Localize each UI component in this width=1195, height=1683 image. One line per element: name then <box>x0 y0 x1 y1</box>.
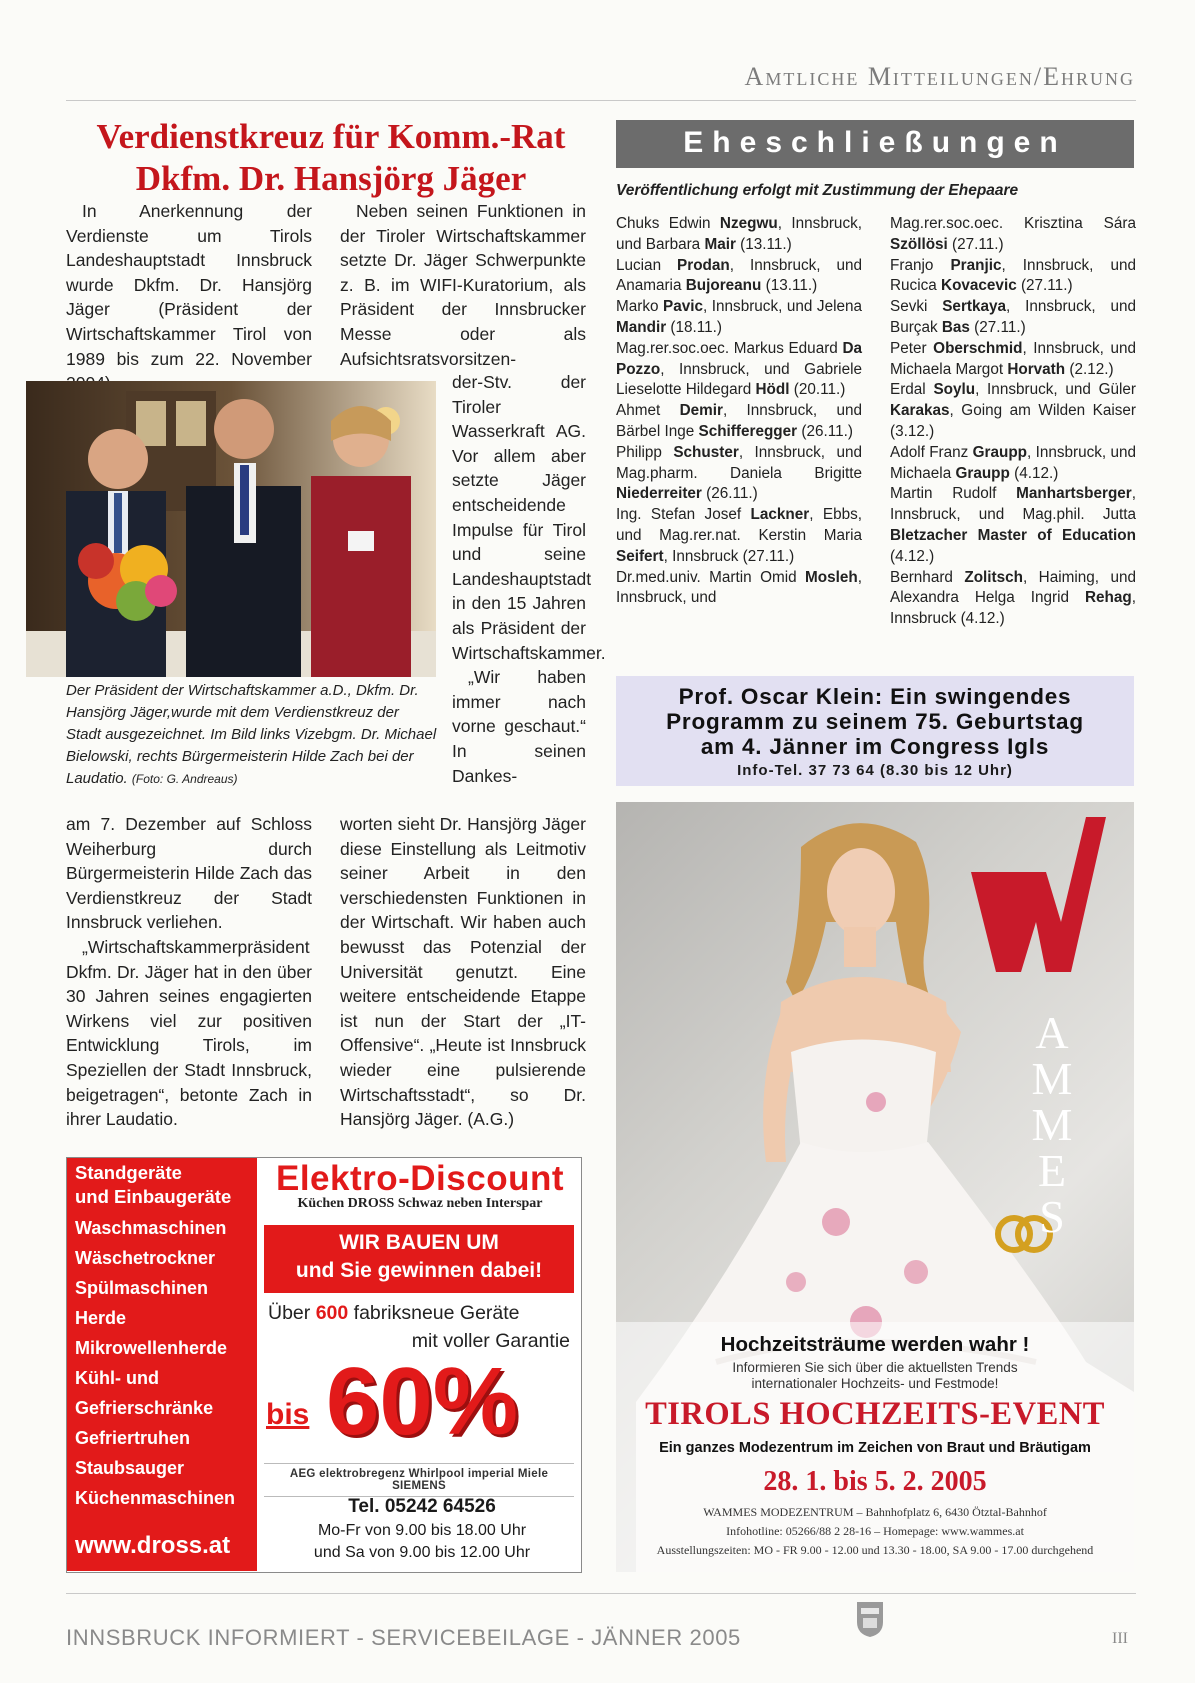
marriages-subtitle: Veröffentlichung erfolgt mit Zustimmung der Ehepaare <box>616 182 1019 199</box>
wammes-info-1: Informieren Sie sich über die aktuellsten Trends <box>732 1360 1018 1375</box>
event-notice-title <box>616 684 1134 759</box>
award-photo <box>26 381 436 677</box>
dross-title: Elektro-Discount <box>275 1159 565 1198</box>
article-column-b3 <box>340 812 586 1132</box>
article-paragraph: der-Stv. der Tiroler Wasserkraft AG. Vor allem aber setzte Jäger entscheidende Impulse für Tirol und seine Landeshauptstadt in den 15 Jahren als Präsident der Wirtschaftskammer. <box>452 372 606 663</box>
marriage-entry: Ahmet Demir, Innsbruck, und Bärbel Inge Schifferegger (26.11.) <box>616 402 862 440</box>
marriage-entry: Martin Rudolf Manhartsberger, Innsbruck, und Mag.phil. Jutta Bletzacher Master of Education (4.12.) <box>890 485 1136 565</box>
wammes-brand-letter: E <box>1037 1145 1067 1196</box>
event-notice-info: Info-Tel. 37 73 64 (8.30 bis 12 Uhr) <box>737 762 1013 779</box>
dross-subtitle: Küchen DROSS Schwaz neben Interspar <box>297 1196 543 1211</box>
wammes-address: WAMMES MODEZENTRUM – Bahnhofplatz 6, 6430 Ötztal-Bahnhof <box>703 1505 1047 1519</box>
dross-product-item: Gefriertruhen <box>75 1428 191 1448</box>
marriage-entry: Bernhard Zolitsch, Haiming, und Alexandra Helga Ingrid Rehag, Innsbruck (4.12.) <box>890 568 1136 628</box>
article-paragraph: Neben seinen Funktionen in der Tiroler Wirtschaftskammer setzte Dr. Jäger Schwerpunkte z. B. im WIFI-Kuratorium, als Präsident der Innsbrucker Messe oder als Aufsichtsratsvorsitzen- <box>340 201 586 369</box>
wammes-dates: 28. 1. bis 5. 2. 2005 <box>763 1466 987 1497</box>
dross-product-item: Wäschetrockner <box>75 1248 216 1268</box>
article-column-b2 <box>452 370 606 788</box>
dross-promo-line-1: WIR BAUEN UM <box>339 1231 499 1254</box>
wammes-info-2: internationaler Hochzeits- und Festmode! <box>751 1376 999 1391</box>
photo-credit: (Foto: G. Andreaus) <box>131 772 238 786</box>
wammes-brand-letter: M <box>1031 1099 1073 1150</box>
marriage-entry: Chuks Edwin Nzegwu, Innsbruck, und Barbara Mair (13.11.) <box>616 215 862 253</box>
dross-product-item: Mikrowellenherde <box>75 1338 228 1358</box>
dross-product-item: Spülmaschinen <box>75 1278 209 1298</box>
event-notice-line: am 4. Jänner im Congress Igls <box>700 734 1050 759</box>
article-paragraph: „Wir haben immer nach vorne geschaut.“ In seinen Dankes- <box>452 667 586 786</box>
page-number: III <box>1112 1630 1128 1647</box>
article-column-a2 <box>66 812 312 1132</box>
dross-product-item: Kühl- und <box>75 1368 159 1388</box>
dross-product-item: Staubsauger <box>75 1458 185 1478</box>
award-photo-image <box>26 381 436 677</box>
marriage-entry: Dr.med.univ. Martin Omid Mosleh, Innsbruck, und <box>616 568 862 607</box>
marriage-entry: Franjo Pranjic, Innsbruck, und Rucica Kovacevic (27.11.) <box>890 256 1136 295</box>
article-headline <box>66 116 596 200</box>
marriage-entry: Adolf Franz Graupp, Innsbruck, und Michaela Graupp (4.12.) <box>890 443 1137 482</box>
marriage-entry: Mag.rer.soc.oec. Markus Eduard Da Pozzo, Innsbruck, und Gabriele Lieselotte Hildegard Hödl (20.11.) <box>616 339 862 399</box>
article-paragraph: „Wirtschaftskammerpräsident Dkfm. Dr. Jäger hat in den über 30 Jahren seines engagierten Wirkens viel zur positiven Entwicklung Tirols, im Speziellen der Stadt Innsbruck, beigetragen“, betonte Zach in ihrer Laudatio. <box>66 936 312 1130</box>
dross-promo-line-2: und Sie gewinnen dabei! <box>295 1259 543 1282</box>
marriages-column-right <box>890 214 1136 630</box>
marriage-entry: Peter Oberschmid, Innsbruck, und Michaela Margot Horvath (2.12.) <box>890 339 1136 378</box>
marriage-entry: Mag.rer.soc.oec. Krisztina Sára Szöllösi (27.11.) <box>890 215 1136 253</box>
dross-url[interactable]: www.dross.at <box>75 1532 231 1559</box>
dross-bis-label: bis <box>266 1398 310 1431</box>
event-notice-line: Prof. Oscar Klein: Ein swingendes <box>678 684 1072 709</box>
dross-offer-post: fabriksneue Geräte <box>353 1302 520 1324</box>
dross-hours-weekday: Mo-Fr von 9.00 bis 18.00 Uhr <box>317 1522 527 1539</box>
photo-caption <box>66 680 438 790</box>
marriage-entry: Erdal Soylu, Innsbruck, und Güler Karakas, Going am Wilden Kaiser (3.12.) <box>890 381 1136 440</box>
marriage-entry: Lucian Prodan, Innsbruck, und Anamaria Bujoreanu (13.11.) <box>616 256 863 295</box>
dross-heading-2: und Einbaugeräte <box>75 1186 232 1207</box>
article-paragraph: worten sieht Dr. Hansjörg Jäger diese Einstellung als Leitmotiv seiner Arbeit in den verschiedensten Funktionen in der Wirtschaft. Wir haben auch bewusst das Potenzial der Universität genutzt. Eine weitere entscheidende Etappe ist nun der Start der „IT-Offensive“. „Heute ist Innsbruck wieder eine pulsierende Wirtschaftsstadt“, so Dr. Hansjörg Jäger. (A.G.) <box>340 814 586 1130</box>
footer-text: INNSBRUCK INFORMIERT - SERVICEBEILAGE - JÄNNER 2005 <box>66 1625 741 1650</box>
dross-hours-saturday: und Sa von 9.00 bis 12.00 Uhr <box>313 1544 531 1561</box>
wammes-headline: Hochzeitsträume werden wahr ! <box>720 1333 1030 1356</box>
header-rule <box>66 100 1136 101</box>
city-crest-icon <box>855 1600 885 1638</box>
dross-discount-percent: 60% <box>326 1348 519 1455</box>
footer-rule <box>66 1593 1136 1594</box>
marriages-column-left <box>616 214 862 609</box>
wammes-hotline: Infohotline: 05266/88 2 28-16 – Homepage: www.wammes.at <box>726 1524 1024 1538</box>
wammes-event-title: TIROLS HOCHZEITS-EVENT <box>645 1396 1105 1432</box>
wammes-brand-letter: S <box>1039 1191 1065 1242</box>
dross-product-item: Herde <box>75 1308 127 1328</box>
wammes-brand-letter: M <box>1031 1053 1073 1104</box>
marriage-entry: Ing. Stefan Josef Lackner, Ebbs, und Mag.rer.nat. Kerstin Maria Seifert, Innsbruck (27.11.) <box>616 506 862 565</box>
wammes-tagline: Ein ganzes Modezentrum im Zeichen von Braut und Bräutigam <box>659 1440 1091 1456</box>
dross-heading-1: Standgeräte <box>75 1162 182 1183</box>
wammes-brand-letters <box>1022 1007 1082 1242</box>
headline-line-2: Dkfm. Dr. Hansjörg Jäger <box>135 159 527 198</box>
dross-offer-line-1 <box>264 1302 578 1325</box>
headline-line-1: Verdienstkreuz für Komm.-Rat <box>96 117 566 156</box>
wammes-brand-letter: A <box>1035 1007 1069 1058</box>
dross-brand-logos: AEG elektrobregenz Whirlpool imperial Miele SIEMENS <box>264 1463 574 1497</box>
dross-offer-line-2: mit voller Garantie <box>411 1330 570 1352</box>
article-paragraph: In Anerkennung der Verdienste um Tirols Landeshauptstadt Innsbruck wurde Dkfm. Dr. Hansjörg Jäger (Präsident der Wirtschaftskammer Tirol von 1989 bis zum 22. November <box>66 201 312 369</box>
event-notice-line: Programm zu seinem 75. Geburtstag <box>666 709 1084 734</box>
dross-offer-count: 600 <box>315 1302 349 1324</box>
dross-product-item: Gefrierschränke <box>75 1398 214 1418</box>
article-column-b1 <box>340 199 586 371</box>
section-header: Amtliche Mitteilungen/Ehrung <box>744 62 1135 91</box>
article-paragraph: am 7. Dezember auf Schloss Weiherburg durch Bürgermeisterin Hilde Zach das Verdienstkreuz der Stadt Innsbruck verliehen. <box>66 814 312 933</box>
dross-product-item: Küchenmaschinen <box>75 1488 236 1508</box>
wammes-exhibition-times: Ausstellungszeiten: MO - FR 9.00 - 12.00 und 13.30 - 18.00, SA 9.00 - 17.00 durchgehend <box>656 1543 1094 1557</box>
dross-product-item: Waschmaschinen <box>75 1218 227 1238</box>
dross-phone: Tel. 05242 64526 <box>348 1496 496 1517</box>
marriage-entry: Sevki Sertkaya, Innsbruck, und Burçak Bas (27.11.) <box>890 298 1137 336</box>
article-column-a1 <box>66 199 312 396</box>
dross-offer-pre: Über <box>268 1302 311 1324</box>
caption-text: Der Präsident der Wirtschaftskammer a.D., Dkfm. Dr. Hansjörg Jäger,wurde mit dem Verdienstkreuz der Stadt ausgezeichnet. Im Bild links Vizebgm. Dr. Michael Bielowski, rechts Bürgermeisterin Hilde Zach bei der Laudatio. <box>66 682 437 787</box>
marriage-entry: Marko Pavic, Innsbruck, und Jelena Mandir (18.11.) <box>616 298 863 336</box>
marriage-entry: Philipp Schuster, Innsbruck, und Mag.pharm. Daniela Brigitte Niederreiter (26.11.) <box>616 443 862 503</box>
marriages-title: Eheschließungen <box>683 126 1067 159</box>
